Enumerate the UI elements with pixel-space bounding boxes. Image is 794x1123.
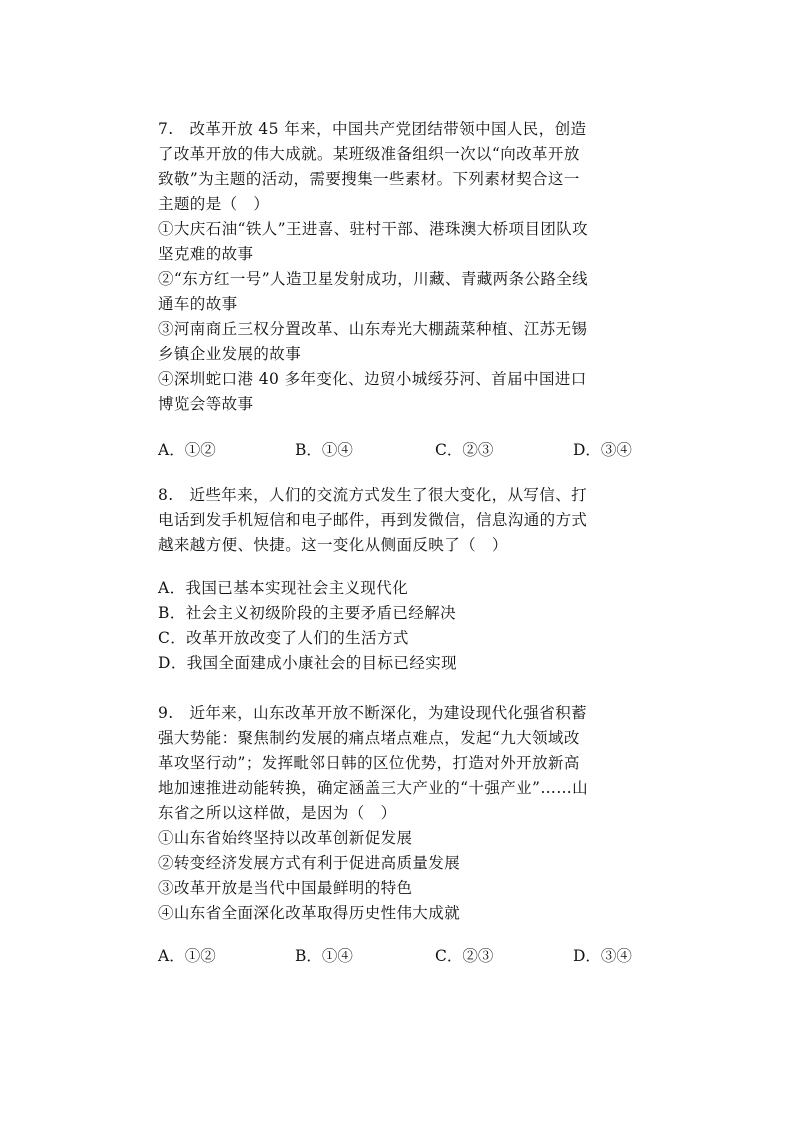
- option-a[interactable]: A．①②: [158, 947, 216, 965]
- stem-line: 越来越方便、快捷。这一变化从侧面反映了（ ）: [158, 536, 508, 554]
- statement-line: ③河南商丘三权分置改革、山东寿光大棚蔬菜种植、江苏无锡: [158, 320, 588, 338]
- option-b[interactable]: B．①④: [295, 947, 353, 965]
- question-7: [158, 117, 643, 459]
- question-stem: [158, 701, 643, 826]
- question-stem: [158, 483, 643, 558]
- statement-list: [158, 826, 643, 926]
- statement-line: ②“东方红一号”人造卫星发射成功，川藏、青藏两条公路全线: [158, 270, 589, 288]
- option-a[interactable]: A．①②: [158, 441, 216, 459]
- statement-line: ③改革开放是当代中国最鲜明的特色: [158, 879, 413, 897]
- answer-options: [158, 944, 648, 969]
- stem-line: 9. 近年来，山东改革开放不断深化，为建设现代化强省积蓄: [158, 704, 587, 722]
- stem-line: 强大势能：聚焦制约发展的痛点堵点难点，发起“九大领域改: [158, 729, 580, 747]
- option-c[interactable]: C．②③: [435, 441, 494, 459]
- statement-line: ①山东省始终坚持以改革创新促发展: [158, 829, 413, 847]
- stem-line: 革攻坚行动”；发挥毗邻日韩的区位优势，打造对外开放新高: [158, 754, 580, 772]
- option-c[interactable]: C．②③: [435, 947, 494, 965]
- statement-list: [158, 217, 643, 417]
- statement-line: ④山东省全面深化改革取得历史性伟大成就: [158, 904, 461, 922]
- stem-line: 7. 改革开放 45 年来，中国共产党团结带领中国人民，创造: [158, 120, 587, 138]
- stem-line: 电话到发手机短信和电子邮件，再到发微信，信息沟通的方式: [158, 511, 588, 529]
- stem-line: 致敬”为主题的活动，需要搜集一些素材。下列素材契合这一: [158, 170, 580, 188]
- option-b[interactable]: B．社会主义初级阶段的主要矛盾已经解决: [158, 604, 456, 622]
- option-a[interactable]: A．我国已基本实现社会主义现代化: [158, 579, 409, 597]
- statement-line: 博览会等故事: [158, 395, 254, 413]
- answer-options: [158, 438, 648, 463]
- option-d[interactable]: D．③④: [573, 441, 632, 459]
- stem-line: 地加速推进动能转换，确定涵盖三大产业的“十强产业”……山: [158, 779, 589, 797]
- stem-line: 了改革开放的伟大成就。某班级准备组织一次以“向改革开放: [158, 145, 580, 163]
- statement-line: 通车的故事: [158, 295, 238, 313]
- option-d[interactable]: D．③④: [573, 947, 632, 965]
- question-stem: [158, 117, 643, 217]
- statement-line: ①大庆石油“铁人”王进喜、驻村干部、港珠澳大桥项目团队攻: [158, 220, 589, 238]
- answer-options: [158, 576, 643, 676]
- question-8: [158, 483, 643, 676]
- statement-line: ②转变经济发展方式有利于促进高质量发展: [158, 854, 461, 872]
- statement-line: 坚克难的故事: [158, 245, 254, 263]
- option-d[interactable]: D．我国全面建成小康社会的目标已经实现: [158, 654, 458, 672]
- statement-line: ④深圳蛇口港 40 多年变化、边贸小城绥芬河、首届中国进口: [158, 370, 587, 388]
- stem-line: 主题的是（ ）: [158, 195, 270, 213]
- option-b[interactable]: B．①④: [295, 441, 353, 459]
- question-9: [158, 701, 643, 965]
- stem-line: 8. 近些年来，人们的交流方式发生了很大变化，从写信、打: [158, 486, 587, 504]
- statement-line: 乡镇企业发展的故事: [158, 345, 302, 363]
- stem-line: 东省之所以这样做，是因为（ ）: [158, 804, 397, 822]
- option-c[interactable]: C．改革开放改变了人们的生活方式: [158, 629, 409, 647]
